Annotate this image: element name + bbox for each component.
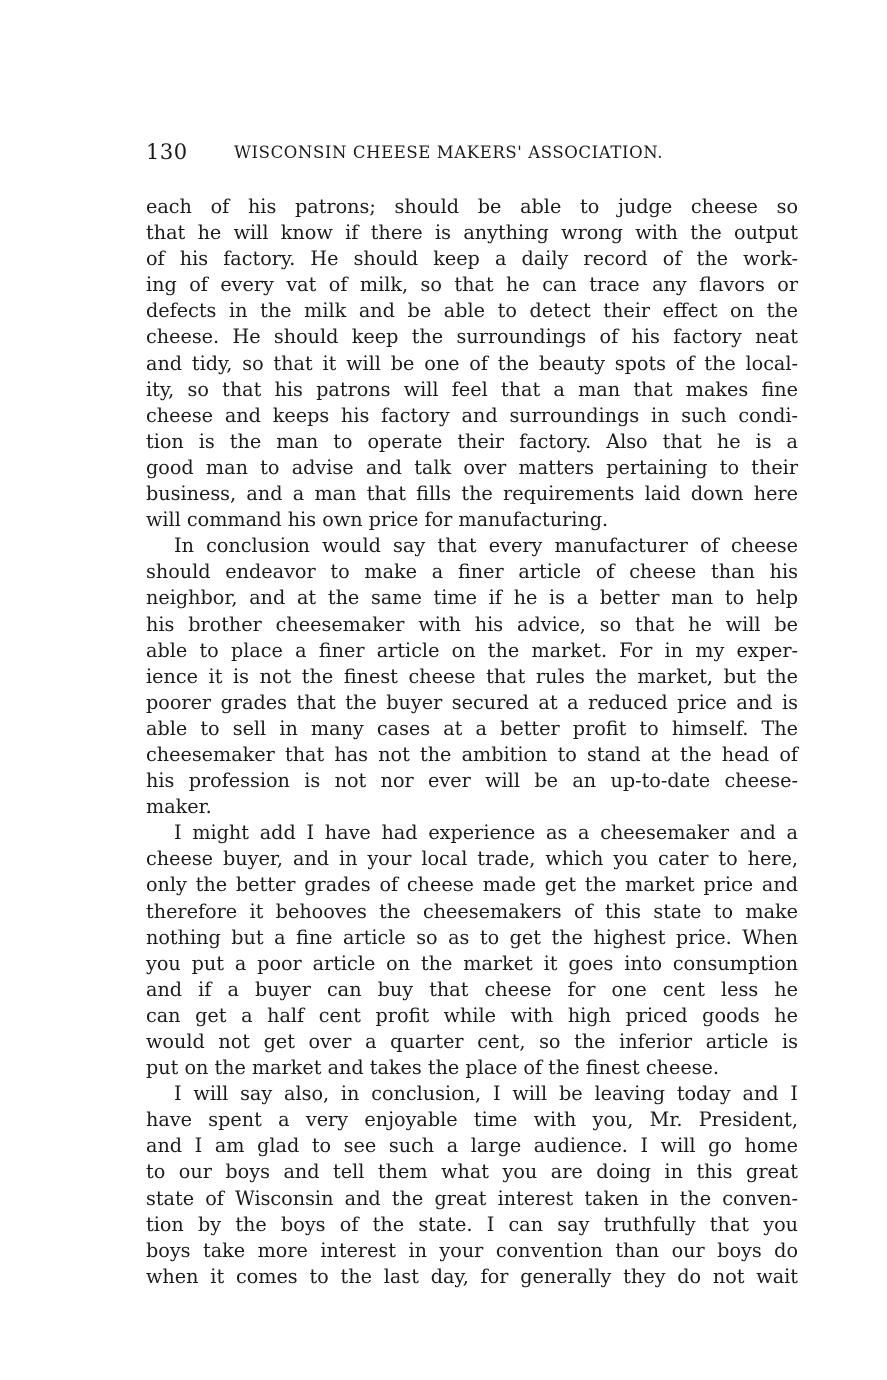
page-number: 130 (146, 140, 188, 164)
text-line: cheesemaker that has not the ambition to stand at the head of (146, 742, 798, 766)
text-line: and I am glad to see such a large audience. I will go home (146, 1134, 798, 1158)
text-line: can get a half cent profit while with high priced goods he (146, 1003, 798, 1027)
text-line: cheese. He should keep the surroundings of his factory neat (146, 325, 798, 349)
text-line: therefore it behooves the cheesemakers of this state to make (146, 899, 798, 923)
paragraph-2 (146, 533, 798, 820)
text-line: tion by the boys of the state. I can say truthfully that you (146, 1212, 798, 1236)
text-line: ity, so that his patrons will feel that a man that makes fine (146, 377, 798, 401)
text-line: to our boys and tell them what you are doing in this great (146, 1160, 798, 1184)
paragraph-3 (146, 820, 798, 1081)
text-line: tion is the man to operate their factory. Also that he is a (146, 429, 798, 453)
text-line: ience it is not the finest cheese that rules the market, but the (146, 664, 798, 688)
text-line: I will say also, in conclusion, I will be leaving today and I (174, 1082, 798, 1106)
text-line: cheese and keeps his factory and surroundings in such condi- (146, 403, 798, 427)
text-line: neighbor, and at the same time if he is a better man to help (146, 586, 798, 610)
body-text (146, 194, 798, 1290)
text-line: when it comes to the last day, for generally they do not wait (146, 1264, 798, 1288)
text-line: have spent a very enjoyable time with you, Mr. President, (146, 1108, 798, 1132)
text-line: should endeavor to make a finer article of cheese than his (146, 560, 798, 584)
text-line: able to sell in many cases at a better profit to himself. The (146, 716, 798, 740)
text-line: state of Wisconsin and the great interest taken in the conven- (146, 1186, 798, 1210)
text-line: and tidy, so that it will be one of the beauty spots of the local- (146, 351, 798, 375)
text-line: I might add I have had experience as a cheesemaker and a (174, 821, 798, 845)
text-line: his profession is not nor ever will be an up-to-date cheese- (146, 769, 798, 793)
text-line: ing of every vat of milk, so that he can trace any flavors or (146, 273, 798, 297)
paragraph-4 (146, 1081, 798, 1290)
text-line: able to place a finer article on the market. For in my exper- (146, 638, 798, 662)
text-line: cheese buyer, and in your local trade, which you cater to here, (146, 847, 798, 871)
text-line: good man to advise and talk over matters pertaining to their (146, 455, 798, 479)
running-head (146, 140, 736, 166)
text-line: poorer grades that the buyer secured at a reduced price and is (146, 690, 798, 714)
text-line: you put a poor article on the market it goes into consumption (146, 951, 798, 975)
text-line: and if a buyer can buy that cheese for one cent less he (146, 977, 798, 1001)
text-line: will command his own price for manufacturing. (146, 508, 609, 532)
text-line: each of his patrons; should be able to judge cheese so (146, 195, 798, 218)
text-line: put on the market and takes the place of the finest cheese. (146, 1056, 719, 1080)
text-line: maker. (146, 795, 212, 819)
paragraph-1 (146, 194, 798, 533)
text-line: only the better grades of cheese made get the market price and (146, 873, 798, 897)
text-line: defects in the milk and be able to detect their effect on the (146, 299, 798, 323)
text-line: business, and a man that fills the requirements laid down here (146, 482, 798, 506)
text-line: boys take more interest in your convention than our boys do (146, 1238, 798, 1262)
text-line: nothing but a fine article so as to get the highest price. When (146, 925, 798, 949)
text-line: that he will know if there is anything wrong with the output (146, 221, 798, 245)
text-line: would not get over a quarter cent, so the inferior article is (146, 1030, 798, 1053)
journal-title: WISCONSIN CHEESE MAKERS' ASSOCIATION. (234, 143, 664, 162)
text-line: his brother cheesemaker with his advice, so that he will be (146, 612, 798, 636)
text-line: of his factory. He should keep a daily record of the work- (146, 247, 798, 271)
text-line: In conclusion would say that every manufacturer of cheese (174, 534, 798, 558)
